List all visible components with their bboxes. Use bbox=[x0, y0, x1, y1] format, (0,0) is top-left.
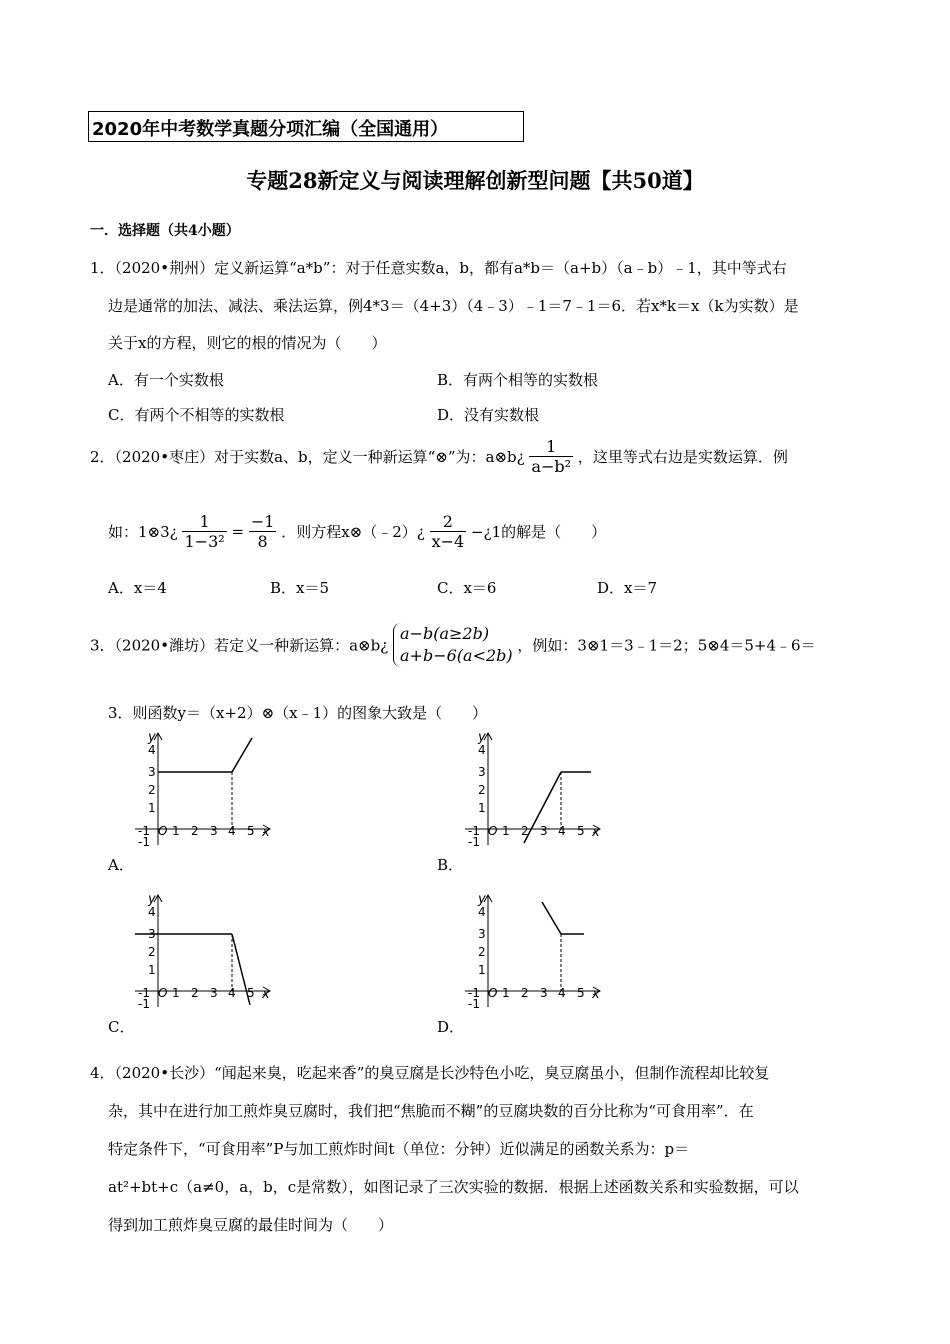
graph-a-x-label: x bbox=[262, 825, 270, 840]
graph-d-tick-y-neg1: -1 bbox=[468, 997, 480, 1010]
graph-c-tick-y2: 2 bbox=[148, 945, 156, 959]
section-heading: 一．选择题（共4小题） bbox=[90, 223, 240, 239]
graph-c-tick-y1: 1 bbox=[148, 963, 156, 977]
q3-line1 bbox=[90, 623, 816, 667]
graph-a-tick-x-neg1: -1 bbox=[138, 824, 150, 838]
q2-equation-prefix: ．则方程x⊗（﹣2）¿ bbox=[281, 523, 425, 541]
graph-c-tick-x3: 3 bbox=[210, 986, 218, 1000]
graph-c-y-label: y bbox=[148, 892, 156, 907]
graph-d-plot bbox=[542, 902, 584, 991]
graph-d-tick-x1: 1 bbox=[502, 986, 510, 1000]
q2-frac-num: 1 bbox=[546, 437, 557, 456]
graph-b-tick-x5: 5 bbox=[577, 824, 585, 838]
graph-b-x-label: x bbox=[592, 825, 600, 840]
graph-b-tick-x2: 2 bbox=[521, 824, 529, 838]
graph-b-tick-y3: 3 bbox=[478, 765, 486, 779]
graph-b-tick-y1: 1 bbox=[478, 801, 486, 815]
graph-a-tick-x3: 3 bbox=[210, 824, 218, 838]
graph-a-tick-y2: 2 bbox=[148, 783, 156, 797]
q3-case1: a−b(a≥2b) bbox=[400, 624, 490, 643]
q3-piecewise bbox=[393, 623, 513, 667]
q1-line2: 边是通常的加法、减法、乘法运算，例4*3＝（4+3）（4﹣3）﹣1＝7﹣1＝6．若x*k＝x（k为实数）是 bbox=[108, 297, 799, 315]
document-title: 专题28新定义与阅读理解创新型问题【共50道】 bbox=[246, 168, 704, 193]
graph-a-tick-x2: 2 bbox=[191, 824, 199, 838]
graph-b-tick-x4: 4 bbox=[558, 824, 566, 838]
q3-option-a[interactable]: A． bbox=[108, 856, 134, 874]
q2-equals: = bbox=[231, 522, 245, 541]
graph-b-y-label: y bbox=[478, 730, 486, 745]
graph-d-x-label: x bbox=[592, 987, 600, 1002]
graph-c-tick-x1: 1 bbox=[172, 986, 180, 1000]
q3-option-b[interactable]: B． bbox=[437, 856, 464, 874]
graph-c-x-label: x bbox=[262, 987, 270, 1002]
q1-option-a[interactable]: A．有一个实数根 bbox=[108, 371, 224, 389]
q2-ex-den: 1−3² bbox=[184, 532, 225, 551]
graph-b-tick-x1: 1 bbox=[502, 824, 510, 838]
q2-ex-den3: x−4 bbox=[431, 532, 465, 551]
graph-d-origin: O bbox=[488, 986, 498, 1000]
graph-b-tick-x3: 3 bbox=[540, 824, 548, 838]
q3-case2: a+b−6(a<2b) bbox=[400, 646, 513, 665]
graph-d-tick-y2: 2 bbox=[478, 945, 486, 959]
q2-suffix: ，这里等式右边是实数运算．例 bbox=[577, 448, 788, 466]
q2-example-result bbox=[249, 512, 277, 551]
q2-fraction bbox=[529, 437, 573, 476]
graph-d-tick-x5: 5 bbox=[577, 986, 585, 1000]
graph-b-tick-x-neg1: -1 bbox=[468, 824, 480, 838]
q4-line1: 4．（2020•长沙）“闻起来臭，吃起来香”的臭豆腐是长沙特色小吃，臭豆腐虽小，但制作流程却比较复 bbox=[90, 1064, 770, 1082]
q3-option-d[interactable]: D． bbox=[437, 1018, 465, 1036]
graph-d-y-label: y bbox=[478, 892, 486, 907]
graph-c-origin: O bbox=[158, 986, 168, 1000]
q2-equation-fraction bbox=[430, 512, 467, 551]
graph-c-tick-x2: 2 bbox=[191, 986, 199, 1000]
q4-line4: at²+bt+c（a≠0，a，b，c是常数），如图记录了三次实验的数据．根据上述函数关系和实验数据，可以 bbox=[108, 1178, 799, 1196]
q2-ex-num3: 2 bbox=[442, 512, 453, 531]
graph-a-y-label: y bbox=[148, 730, 156, 745]
q3-suffix: ，例如：3⊗1＝3﹣1＝2；5⊗4＝5+4﹣6＝ bbox=[517, 636, 816, 655]
graph-b-origin: O bbox=[488, 824, 498, 838]
graph-a-tick-y-neg1: -1 bbox=[138, 835, 150, 848]
graph-d-tick-y1: 1 bbox=[478, 963, 486, 977]
q2-prefix: 2．（2020•枣庄）对于实数a、b，定义一种新运算“⊗”为：a⊗b¿ bbox=[90, 448, 525, 466]
graph-c[interactable] bbox=[130, 892, 280, 1010]
q2-option-c[interactable]: C．x＝6 bbox=[437, 579, 497, 597]
q1-option-d[interactable]: D．没有实数根 bbox=[437, 406, 540, 424]
q2-example-prefix: 如：1⊗3¿ bbox=[108, 523, 178, 541]
graph-c-tick-x-neg1: -1 bbox=[138, 986, 150, 1000]
graph-c-tick-y4: 4 bbox=[148, 905, 156, 919]
q2-equation-suffix: −¿1的解是（ ） bbox=[470, 523, 607, 541]
graph-b-tick-y4: 4 bbox=[478, 743, 486, 757]
graph-a-tick-x1: 1 bbox=[172, 824, 180, 838]
q1-option-b[interactable]: B．有两个相等的实数根 bbox=[437, 371, 599, 389]
q4-line3: 特定条件下，“可食用率”P与加工煎炸时间t（单位：分钟）近似满足的函数关系为：p＝ bbox=[108, 1140, 690, 1158]
graph-d-tick-x4: 4 bbox=[558, 986, 566, 1000]
q2-ex-num2: −1 bbox=[250, 512, 275, 531]
graph-d-tick-y3: 3 bbox=[478, 927, 486, 941]
graph-c-tick-y3: 3 bbox=[148, 927, 156, 941]
q1-option-c[interactable]: C．有两个不相等的实数根 bbox=[108, 406, 285, 424]
graph-c-tick-x4: 4 bbox=[228, 986, 236, 1000]
header-title: 2020年中考数学真题分项汇编（全国通用） bbox=[92, 119, 449, 140]
q1-line3: 关于x的方程，则它的根的情况为（ ） bbox=[108, 334, 387, 352]
graph-a-tick-y3: 3 bbox=[148, 765, 156, 779]
graph-b-tick-y2: 2 bbox=[478, 783, 486, 797]
q3-prefix: 3．（2020•潍坊）若定义一种新运算：a⊗b¿ bbox=[90, 636, 389, 655]
graph-a-tick-y4: 4 bbox=[148, 743, 156, 757]
graph-a-gridlines bbox=[158, 738, 252, 829]
q1-line1: 1．（2020•荆州）定义新运算“a*b”：对于任意实数a，b，都有a*b＝（a+b）（a﹣b）﹣1，其中等式右 bbox=[90, 259, 787, 277]
q2-ex-den2: 8 bbox=[249, 531, 277, 551]
graph-c-tick-x5: 5 bbox=[247, 986, 255, 1000]
q2-example-fraction bbox=[182, 512, 226, 551]
graph-c-tick-y-neg1: -1 bbox=[138, 997, 150, 1010]
q2-line2 bbox=[108, 512, 606, 551]
graph-a-origin: O bbox=[158, 824, 168, 838]
q2-option-d[interactable]: D．x＝7 bbox=[597, 579, 658, 597]
q4-line2: 杂，其中在进行加工煎炸臭豆腐时，我们把“焦脆而不糊”的豆腐块数的百分比称为“可食用率”．在 bbox=[108, 1102, 754, 1120]
graph-b-tick-y-neg1: -1 bbox=[468, 835, 480, 848]
graph-d-tick-y4: 4 bbox=[478, 905, 486, 919]
graph-d-tick-x-neg1: -1 bbox=[468, 986, 480, 1000]
q3-line2: 3．则函数y＝（x+2）⊗（x﹣1）的图象大致是（ ） bbox=[108, 704, 488, 722]
q2-frac-den: a−b² bbox=[531, 457, 572, 476]
q2-ex-num: 1 bbox=[199, 512, 210, 531]
q2-line1 bbox=[90, 437, 788, 476]
graph-a-tick-x5: 5 bbox=[247, 824, 255, 838]
q4-line5: 得到加工煎炸臭豆腐的最佳时间为（ ） bbox=[108, 1216, 394, 1234]
graph-d[interactable] bbox=[460, 892, 610, 1010]
q2-option-a[interactable]: A．x＝4 bbox=[108, 579, 167, 597]
graph-d-tick-x3: 3 bbox=[540, 986, 548, 1000]
graph-a-tick-y1: 1 bbox=[148, 801, 156, 815]
q3-option-c[interactable]: C． bbox=[108, 1018, 135, 1036]
graph-d-tick-x2: 2 bbox=[521, 986, 529, 1000]
graph-a[interactable] bbox=[130, 730, 280, 848]
graph-b[interactable] bbox=[460, 730, 610, 848]
q2-option-b[interactable]: B．x＝5 bbox=[270, 579, 330, 597]
graph-a-tick-x4: 4 bbox=[228, 824, 236, 838]
